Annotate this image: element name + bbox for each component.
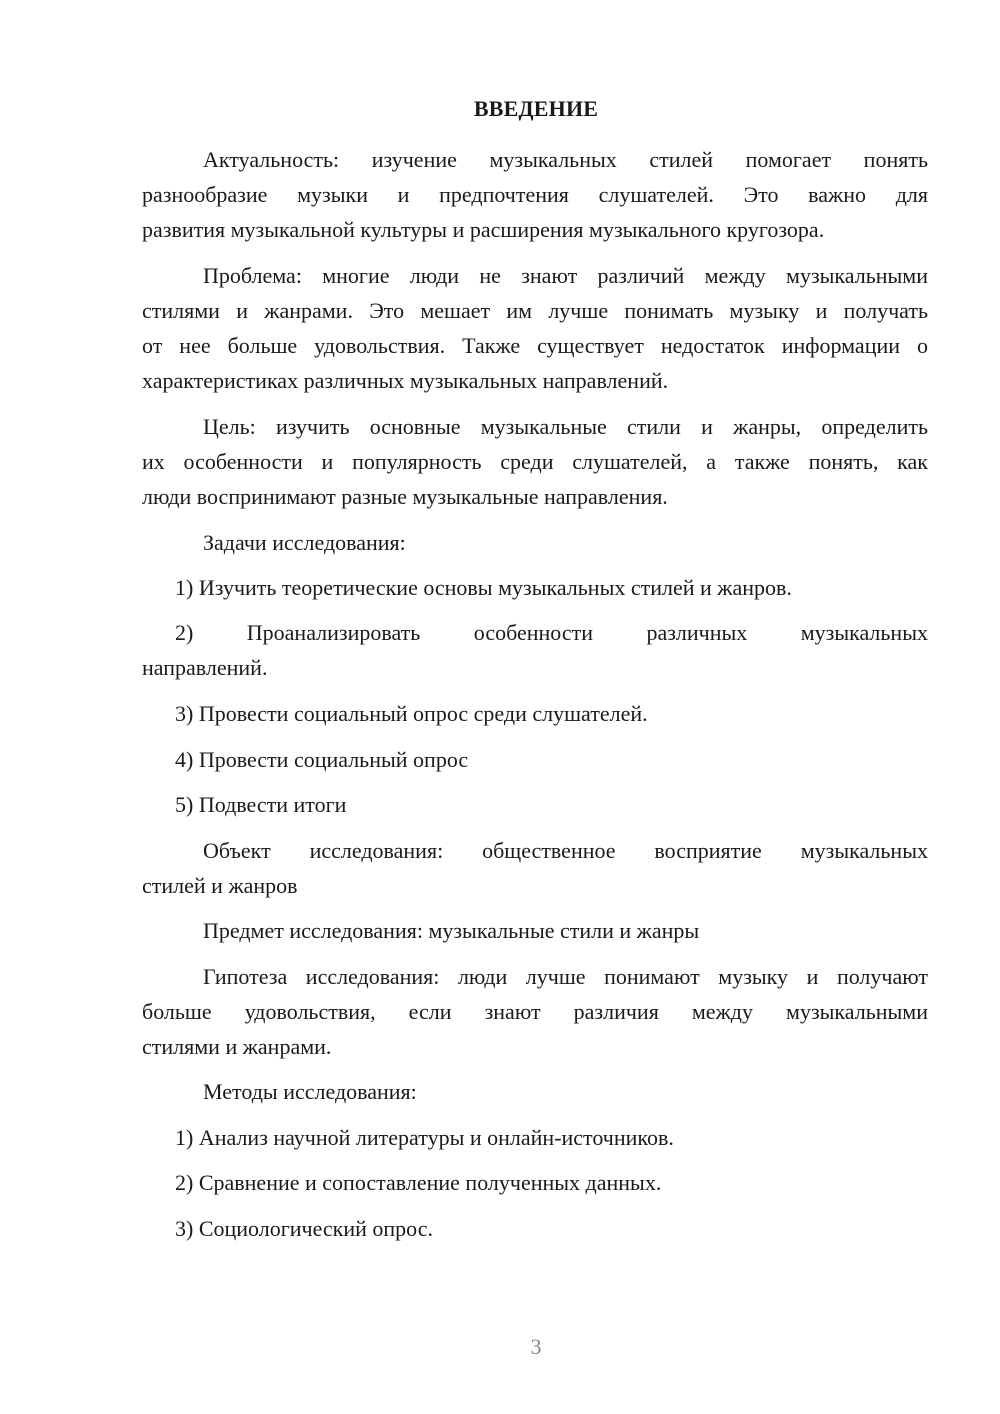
- hypothesis-line-2: больше удовольствия, если знают различия между музыкальными: [142, 999, 928, 1024]
- object-paragraph: [142, 833, 928, 903]
- hypothesis-line-3: стилями и жанрами.: [142, 1034, 332, 1059]
- method-item-2: [142, 1165, 928, 1200]
- problem-line-2: стилями и жанрами. Это мешает им лучше понимать музыку и получать: [142, 298, 928, 323]
- method-2-text: 2) Сравнение и сопоставление полученных данных.: [175, 1170, 662, 1195]
- relevance-line-1: Актуальность: изучение музыкальных стилей помогает понять: [203, 147, 928, 172]
- goal-paragraph: [142, 409, 928, 514]
- method-item-1: [142, 1120, 928, 1155]
- task-item-2: [142, 615, 928, 685]
- methods-heading-text: Методы исследования:: [203, 1079, 417, 1104]
- subject-text: Предмет исследования: музыкальные стили и жанры: [203, 918, 700, 943]
- problem-paragraph: [142, 258, 928, 398]
- problem-line-4: характеристиках различных музыкальных направлений.: [142, 368, 669, 393]
- tasks-heading: [142, 525, 928, 560]
- task-item-5: [142, 787, 928, 822]
- task-1-text: 1) Изучить теоретические основы музыкальных стилей и жанров.: [175, 575, 792, 600]
- problem-line-1: Проблема: многие люди не знают различий между музыкальными: [203, 263, 928, 288]
- goal-line-1: Цель: изучить основные музыкальные стили и жанры, определить: [203, 414, 928, 439]
- relevance-paragraph: [142, 142, 928, 247]
- task-5-text: 5) Подвести итоги: [175, 792, 347, 817]
- subject-paragraph: [142, 913, 928, 948]
- hypothesis-paragraph: [142, 959, 928, 1064]
- task-item-1: [142, 570, 928, 605]
- method-1-text: 1) Анализ научной литературы и онлайн-источников.: [175, 1125, 674, 1150]
- task-3-text: 3) Провести социальный опрос среди слушателей.: [175, 701, 648, 726]
- method-3-text: 3) Социологический опрос.: [175, 1216, 433, 1241]
- tasks-heading-text: Задачи исследования:: [203, 530, 406, 555]
- relevance-line-2: разнообразие музыки и предпочтения слушателей. Это важно для: [142, 182, 928, 207]
- task-item-4: [142, 742, 928, 777]
- hypothesis-line-1: Гипотеза исследования: люди лучше понимают музыку и получают: [203, 964, 928, 989]
- page-number: 3: [530, 1334, 542, 1359]
- task-2-line-1: 2) Проанализировать особенности различных музыкальных: [175, 620, 928, 645]
- goal-line-2: их особенности и популярность среди слушателей, а также понять, как: [142, 449, 928, 474]
- task-2-line-2: направлений.: [142, 655, 268, 680]
- goal-line-3: люди воспринимают разные музыкальные направления.: [142, 484, 668, 509]
- method-item-3: [142, 1211, 928, 1246]
- object-line-2: стилей и жанров: [142, 873, 298, 898]
- object-line-1: Объект исследования: общественное восприятие музыкальных: [203, 838, 928, 863]
- task-item-3: [142, 696, 928, 731]
- problem-line-3: от нее больше удовольствия. Также существует недостаток информации о: [142, 333, 928, 358]
- page-title: ВВЕДЕНИЕ: [473, 96, 599, 121]
- relevance-line-3: развития музыкальной культуры и расширения музыкального кругозора.: [142, 217, 825, 242]
- methods-heading: [142, 1074, 928, 1109]
- task-4-text: 4) Провести социальный опрос: [175, 747, 469, 772]
